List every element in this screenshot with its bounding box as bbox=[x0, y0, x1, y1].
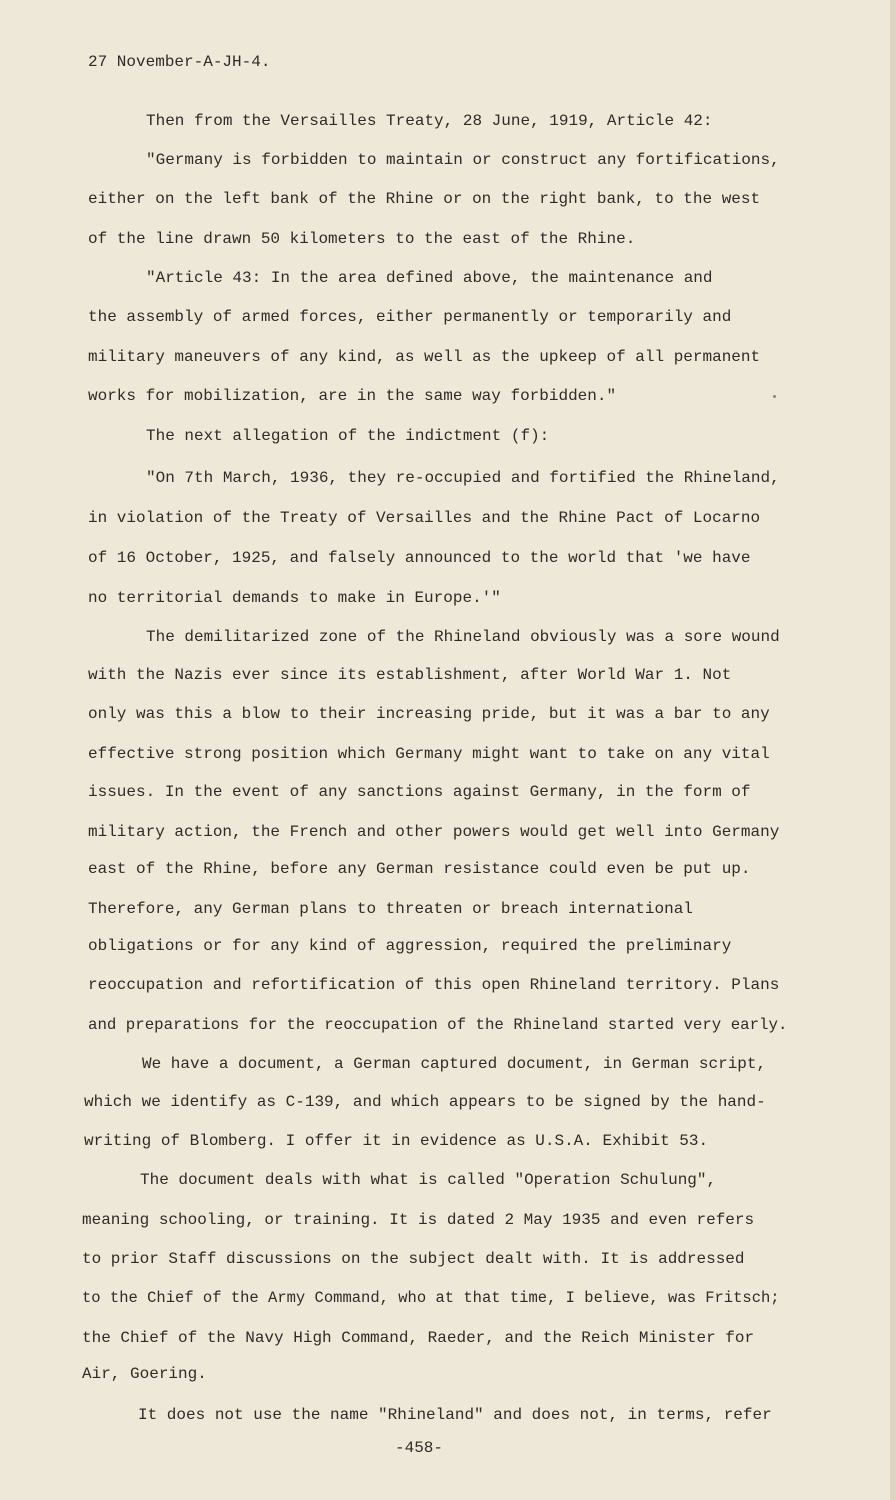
body-line-26: which we identify as C-139, and which appears to be signed by the hand- bbox=[84, 1093, 766, 1111]
body-line-2: "Germany is forbidden to maintain or construct any fortifications, bbox=[146, 151, 780, 169]
paper-speck bbox=[773, 395, 776, 398]
body-line-5: "Article 43: In the area defined above, the maintenance and bbox=[146, 269, 713, 287]
body-line-24: and preparations for the reoccupation of the Rhineland started very early. bbox=[88, 1016, 788, 1034]
body-line-9: The next allegation of the indictment (f): bbox=[146, 427, 550, 445]
body-line-17: effective strong position which Germany might want to take on any vital bbox=[88, 745, 770, 763]
body-line-15: with the Nazis ever since its establishment, after World War 1. Not bbox=[88, 666, 732, 684]
body-line-12: of 16 October, 1925, and falsely announced to the world that 'we have bbox=[88, 549, 751, 567]
page-number: -458- bbox=[395, 1439, 444, 1457]
body-line-22: obligations or for any kind of aggression, required the preliminary bbox=[88, 937, 732, 955]
body-line-14: The demilitarized zone of the Rhineland obviously was a sore wound bbox=[146, 628, 780, 646]
body-line-23: reoccupation and refortification of this open Rhineland territory. Plans bbox=[88, 976, 780, 994]
body-line-1: Then from the Versailles Treaty, 28 June, 1919, Article 42: bbox=[146, 112, 713, 130]
body-line-3: either on the left bank of the Rhine or on the right bank, to the west bbox=[88, 190, 761, 208]
body-line-4: of the line drawn 50 kilometers to the east of the Rhine. bbox=[88, 230, 636, 248]
body-line-8: works for mobilization, are in the same way forbidden." bbox=[88, 387, 617, 405]
page-edge-shadow bbox=[890, 0, 896, 1500]
body-line-20: east of the Rhine, before any German resistance could even be put up. bbox=[88, 860, 751, 878]
body-line-21: Therefore, any German plans to threaten or breach international bbox=[88, 900, 693, 918]
body-line-13: no territorial demands to make in Europe.'" bbox=[88, 589, 501, 607]
body-line-30: to prior Staff discussions on the subject dealt with. It is addressed bbox=[82, 1250, 745, 1268]
body-line-28: The document deals with what is called "Operation Schulung", bbox=[140, 1171, 717, 1189]
header-line: 27 November-A-JH-4. bbox=[88, 53, 271, 71]
body-line-33: Air, Goering. bbox=[82, 1365, 207, 1383]
body-line-18: issues. In the event of any sanctions against Germany, in the form of bbox=[88, 783, 751, 801]
body-line-7: military maneuvers of any kind, as well as the upkeep of all permanent bbox=[88, 348, 761, 366]
body-line-31: to the Chief of the Army Command, who at that time, I believe, was Fritsch; bbox=[82, 1289, 780, 1307]
body-line-10: "On 7th March, 1936, they re-occupied and fortified the Rhineland, bbox=[146, 469, 780, 487]
body-line-29: meaning schooling, or training. It is dated 2 May 1935 and even refers bbox=[82, 1211, 755, 1229]
body-line-11: in violation of the Treaty of Versailles and the Rhine Pact of Locarno bbox=[88, 509, 761, 527]
body-line-19: military action, the French and other powers would get well into Germany bbox=[88, 823, 780, 841]
body-line-25: We have a document, a German captured document, in German script, bbox=[142, 1055, 767, 1073]
body-line-6: the assembly of armed forces, either permanently or temporarily and bbox=[88, 308, 732, 326]
body-line-16: only was this a blow to their increasing pride, but it was a bar to any bbox=[88, 705, 770, 723]
body-line-27: writing of Blomberg. I offer it in evidence as U.S.A. Exhibit 53. bbox=[84, 1132, 709, 1150]
body-line-32: the Chief of the Navy High Command, Raeder, and the Reich Minister for bbox=[82, 1329, 755, 1347]
body-line-34: It does not use the name "Rhineland" and does not, in terms, refer bbox=[138, 1406, 772, 1424]
